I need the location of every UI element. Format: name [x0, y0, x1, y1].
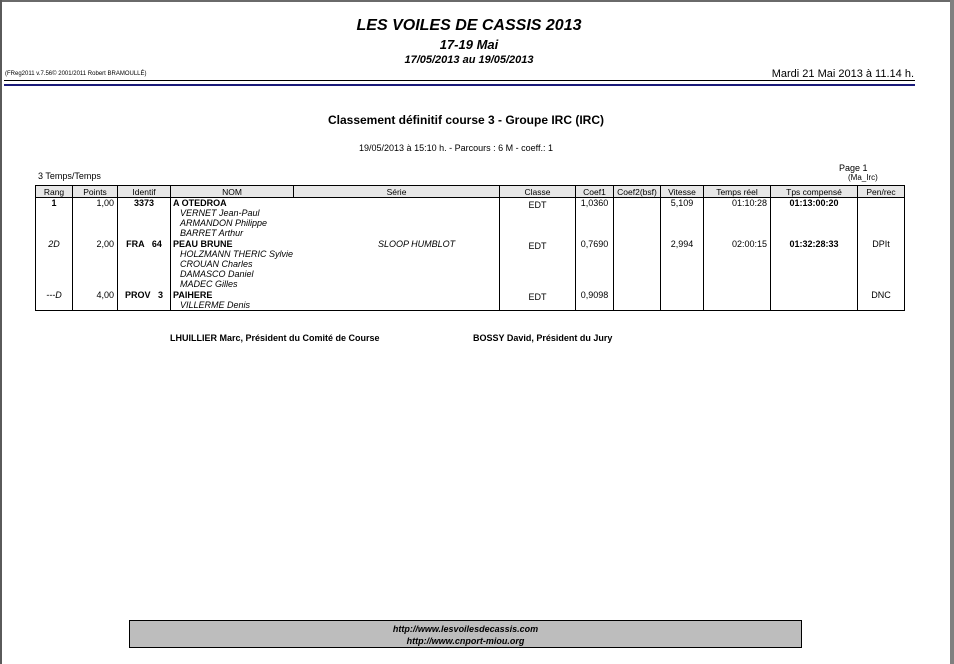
col-nom: NOM [171, 186, 294, 198]
row-coef1: 0,9098 [576, 290, 614, 311]
page-code: (Ma_Irc) [848, 173, 878, 182]
window-right-edge [950, 0, 954, 664]
row-points: 1,00 [73, 198, 118, 239]
row-temps-reel [704, 290, 771, 311]
col-rang: Rang [36, 186, 73, 198]
crew-member: DAMASCO Daniel [180, 268, 254, 279]
row-identif: FRA 64 [118, 239, 171, 290]
table-row [36, 239, 905, 290]
row-coef1: 1,0360 [576, 198, 614, 239]
row-pen-rec: DPIt [858, 239, 905, 290]
col-tps-compense: Tps compensé [771, 186, 858, 198]
row-vitesse [661, 290, 704, 311]
classement-title: Classement définitif course 3 - Groupe IRC (IRC) [327, 113, 605, 127]
time-type: 3 Temps/Temps [38, 171, 101, 181]
row-temps-reel: 01:10:28 [704, 198, 771, 239]
col-identif: Identif [118, 186, 171, 198]
boat-name: PEAU BRUNE [173, 238, 233, 249]
crew-member: MADEC Gilles [180, 278, 238, 289]
committee-president: LHUILLIER Marc, Président du Comité de Course [170, 333, 380, 343]
table-header-row [36, 186, 905, 198]
row-classe: EDT [500, 198, 576, 239]
row-identif: PROV 3 [118, 290, 171, 311]
row-classe: EDT [500, 290, 576, 311]
footer-box [129, 620, 802, 648]
col-points: Points [73, 186, 118, 198]
event-dates-full: 17/05/2013 au 19/05/2013 [404, 54, 534, 66]
col-vitesse: Vitesse [661, 186, 704, 198]
row-pen-rec: DNC [858, 290, 905, 311]
row-vitesse: 2,994 [661, 239, 704, 290]
row-coef1: 0,7690 [576, 239, 614, 290]
table-row [36, 198, 905, 239]
crew-member: VILLERME Denis [180, 299, 251, 310]
row-tps-compense: 01:13:00:20 [771, 198, 858, 239]
crew-member: ARMANDON Philippe [180, 218, 268, 228]
row-pen-rec [858, 198, 905, 239]
row-vitesse: 5,109 [661, 198, 704, 239]
classement-subtitle: 19/05/2013 à 15:10 h. - Parcours : 6 M - coeff.: 1 [359, 143, 553, 153]
col-coef2: Coef2(bsf) [614, 186, 661, 198]
row-rang: ---D [36, 290, 73, 311]
crew-member: VERNET Jean-Paul [180, 208, 260, 218]
page-number: Page 1 [839, 163, 868, 173]
boat-name: PAIHERE [173, 289, 213, 300]
col-serie: Série [294, 186, 500, 198]
results-table [35, 185, 905, 311]
col-classe: Classe [500, 186, 576, 198]
event-dates-short: 17-19 Mai [439, 37, 499, 52]
row-boat-cell [171, 198, 500, 239]
footer-link-cnport[interactable]: http://www.cnport-miou.org [406, 636, 525, 646]
event-title: LES VOILES DE CASSIS 2013 [356, 17, 582, 34]
row-coef2 [614, 239, 661, 290]
table-row [36, 290, 905, 311]
footer-link-voiles[interactable]: http://www.lesvoilesdecassis.com [392, 624, 539, 634]
row-tps-compense: 01:32:28:33 [771, 239, 858, 290]
row-identif: 3373 [118, 198, 171, 239]
boat-serie: SLOOP HUMBLOT [378, 238, 456, 249]
crew-member: HOLZMANN THERIC Sylvie [180, 248, 294, 259]
crew-member: BARRET Arthur [180, 228, 244, 238]
col-coef1: Coef1 [576, 186, 614, 198]
row-classe: EDT [500, 239, 576, 290]
row-boat-cell [171, 290, 500, 311]
header-divider [4, 80, 915, 86]
row-coef2 [614, 198, 661, 239]
row-boat-cell [171, 239, 500, 290]
software-credit: (FReg2011 v.7.56© 2001/2011 Robert BRAMOULLÉ) [5, 71, 147, 77]
row-points: 4,00 [73, 290, 118, 311]
row-points: 2,00 [73, 239, 118, 290]
row-rang: 2D [36, 239, 73, 290]
row-coef2 [614, 290, 661, 311]
results-page [2, 2, 950, 664]
col-temps-reel: Temps réel [704, 186, 771, 198]
col-pen-rec: Pen/rec [858, 186, 905, 198]
row-rang: 1 [36, 198, 73, 239]
boat-name: A OTEDROA [173, 198, 227, 208]
row-tps-compense [771, 290, 858, 311]
crew-member: CROUAN Charles [180, 258, 253, 269]
printed-date: Mardi 21 Mai 2013 à 11.14 h. [771, 68, 914, 80]
row-temps-reel: 02:00:15 [704, 239, 771, 290]
jury-president: BOSSY David, Président du Jury [473, 333, 613, 343]
